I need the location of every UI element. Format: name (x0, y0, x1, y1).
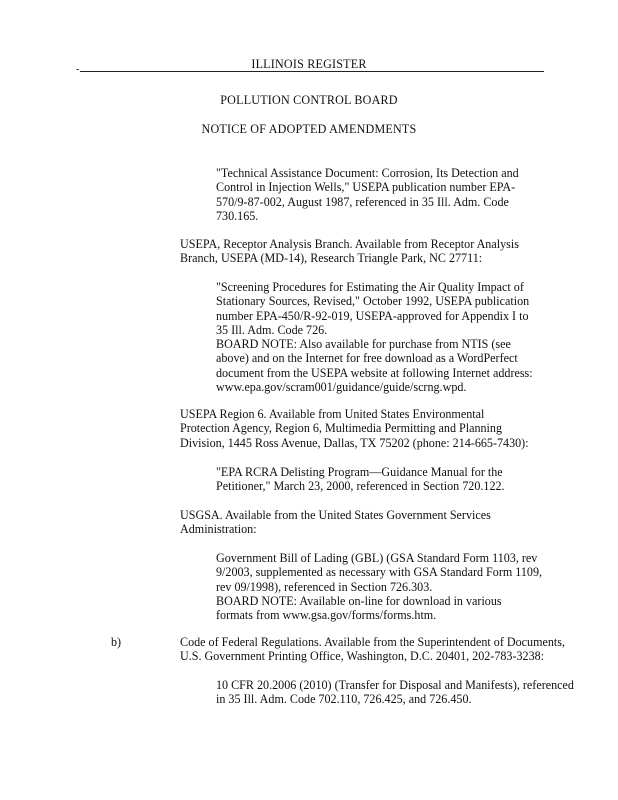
text-line: USEPA, Receptor Analysis Branch. Available from Receptor Analysis (180, 237, 519, 251)
text-line: 10 CFR 20.2006 (2010) (Transfer for Disposal and Manifests), referenced (216, 678, 574, 692)
text-line: 570/9-87-002, August 1987, referenced in 35 Ill. Adm. Code (216, 194, 509, 209)
board-note-line: BOARD NOTE: Also available for purchase from NTIS (see (216, 337, 511, 352)
text-line: in 35 Ill. Adm. Code 702.110, 726.425, and 726.450. (216, 692, 472, 707)
text-line: 35 Ill. Adm. Code 726. (216, 322, 328, 337)
text-line: "Technical Assistance Document: Corrosion, Its Detection and (216, 166, 519, 180)
text-line: Division, 1445 Ross Avenue, Dallas, TX 75202 (phone: 214-665-7430): (180, 435, 529, 450)
text-line: formats from www.gsa.gov/forms/forms.htm. (216, 608, 437, 623)
text-line: Code of Federal Regulations. Available from the Superintendent of Documents, (180, 635, 566, 649)
notice-title: NOTICE OF ADOPTED AMENDMENTS (201, 122, 417, 136)
text-line: Protection Agency, Region 6, Multimedia Permitting and Planning (180, 421, 503, 436)
board-note-line: BOARD NOTE: Available on-line for download in various (216, 593, 502, 608)
gbl-entry (216, 551, 542, 622)
text-line: USEPA Region 6. Available from United States Environmental (180, 407, 485, 421)
screening-procedures-entry (216, 280, 533, 394)
cfr-reference-entry (216, 678, 574, 707)
text-line: www.epa.gov/scram001/guidance/guide/scrng.wpd. (216, 380, 467, 395)
text-line: USGSA. Available from the United States Government Services (180, 508, 491, 522)
tech-assistance-doc-entry (216, 166, 519, 223)
usgsa-entry (180, 508, 491, 537)
text-line: Control in Injection Wells," USEPA publication number EPA- (216, 180, 516, 195)
text-line: Government Bill of Lading (GBL) (GSA Standard Form 1103, rev (216, 551, 538, 565)
text-line: 730.165. (216, 208, 259, 223)
text-line: Stationary Sources, Revised," October 1992, USEPA publication (216, 294, 530, 309)
text-line: above) and on the Internet for free download as a WordPerfect (216, 351, 518, 366)
text-line: 9/2003, supplemented as necessary with GSA Standard Form 1109, (216, 565, 543, 580)
text-line: Administration: (180, 522, 257, 537)
register-title: ILLINOIS REGISTER (251, 57, 367, 71)
board-title: POLLUTION CONTROL BOARD (220, 93, 398, 107)
text-line: rev 09/1998), referenced in Section 726.303. (216, 579, 433, 594)
text-line: Petitioner," March 23, 2000, referenced in Section 720.122. (216, 479, 505, 494)
text-line: Branch, USEPA (MD-14), Research Triangle Park, NC 27711: (180, 251, 483, 266)
usepa-region6-entry (180, 407, 529, 450)
text-line: number EPA-450/R-92-019, USEPA-approved for Appendix I to (216, 308, 529, 323)
receptor-analysis-branch-entry (180, 237, 519, 266)
text-line: document from the USEPA website at following Internet address: (216, 365, 533, 380)
text-line: U.S. Government Printing Office, Washington, D.C. 20401, 202-783-3238: (180, 649, 545, 664)
cfr-entry (180, 635, 565, 664)
text-line: "EPA RCRA Delisting Program—Guidance Manual for the (216, 465, 503, 479)
header-rule (80, 71, 544, 72)
rcra-delisting-entry (216, 465, 505, 494)
subsection-label: b) (111, 635, 122, 649)
text-line: "Screening Procedures for Estimating the Air Quality Impact of (216, 280, 524, 294)
margin-mark: - (76, 64, 80, 75)
